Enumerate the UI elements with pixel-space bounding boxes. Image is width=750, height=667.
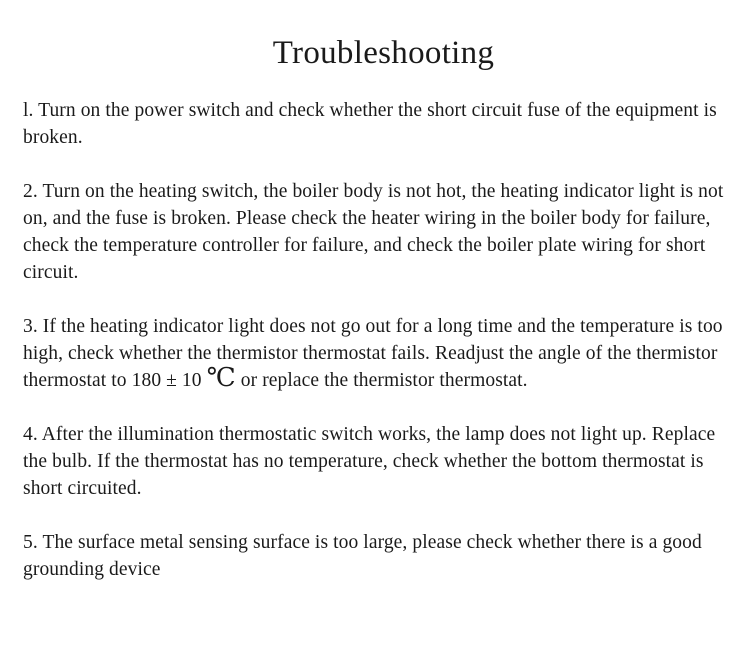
troubleshooting-item-3-text-before: 3. If the heating indicator light does not go out for a long time and the temperature is too high, check whether the thermistor thermostat fails. Readjust the angle of the thermistor thermostat to 180 ± 10 — [23, 316, 723, 391]
troubleshooting-item-3 — [23, 313, 736, 394]
troubleshooting-item-1: l. Turn on the power switch and check whether the short circuit fuse of the equipment is broken. — [23, 100, 717, 148]
troubleshooting-item-2: 2. Turn on the heating switch, the boiler body is not hot, the heating indicator light is not on, and the fuse is broken. Please check the heater wiring in the boiler body for failure, check the temperature controller for failure, and check the boiler plate wiring for short circuit. — [23, 181, 724, 283]
troubleshooting-item-5: 5. The surface metal sensing surface is too large, please check whether there is a good grounding device — [23, 532, 702, 580]
page-title: Troubleshooting — [272, 35, 495, 71]
celsius-unit: ℃ — [206, 363, 236, 392]
troubleshooting-item-4: 4. After the illumination thermostatic switch works, the lamp does not light up. Replace the bulb. If the thermostat has no temperature, check whether the bottom thermostat is short circuited. — [23, 424, 716, 499]
troubleshooting-item-3-text-after: or replace the thermistor thermostat. — [235, 370, 528, 391]
troubleshooting-list — [23, 97, 736, 583]
